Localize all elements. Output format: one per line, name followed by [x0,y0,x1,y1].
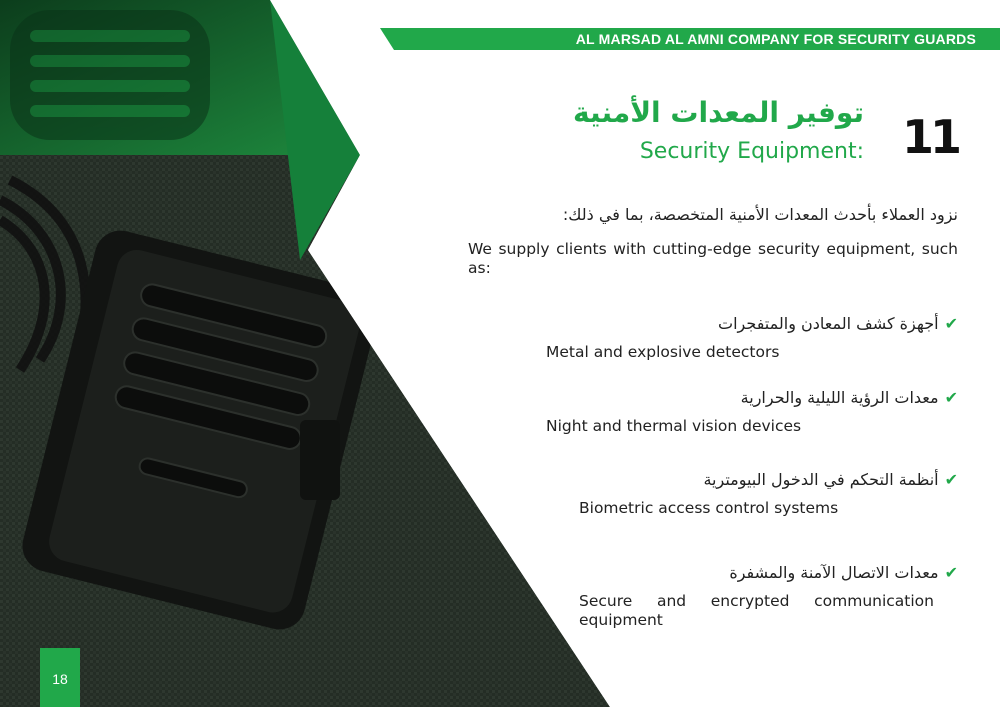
page-number: 18 [52,671,68,687]
intro-text-en: We supply clients with cutting-edge security equipment, such as: [468,240,958,277]
list-item-ar [729,563,958,582]
list-item-en: Metal and explosive detectors [546,343,780,361]
check-icon: ✔ [944,314,958,333]
list-item-label-ar: معدات الاتصال الآمنة والمشفرة [729,563,939,582]
list-item-ar [718,314,958,333]
list-item-en: Night and thermal vision devices [546,417,802,435]
company-name: AL MARSAD AL AMNI COMPANY FOR SECURITY GUARDS [575,31,976,47]
check-icon: ✔ [944,563,958,582]
check-icon: ✔ [944,388,958,407]
list-item-ar [741,388,958,407]
list-item-label-ar: معدات الرؤية الليلية والحرارية [740,388,939,407]
section-title-ar: توفير المعدات الأمنية [573,96,864,129]
list-item-label-ar: أنظمة التحكم في الدخول البيومترية [703,470,939,489]
intro-text-ar: نزود العملاء بأحدث المعدات الأمنية المتخصصة، بما في ذلك: [562,205,958,224]
list-item-ar [703,470,958,489]
section-title-en: Security Equipment: [639,139,864,164]
check-icon: ✔ [944,470,958,489]
list-item-label-ar: أجهزة كشف المعادن والمتفجرات [718,314,939,333]
list-item-en: Biometric access control systems [579,499,839,517]
section-number: 11 [902,110,959,164]
list-item-en: Secure and encrypted communication equipment [579,592,934,629]
